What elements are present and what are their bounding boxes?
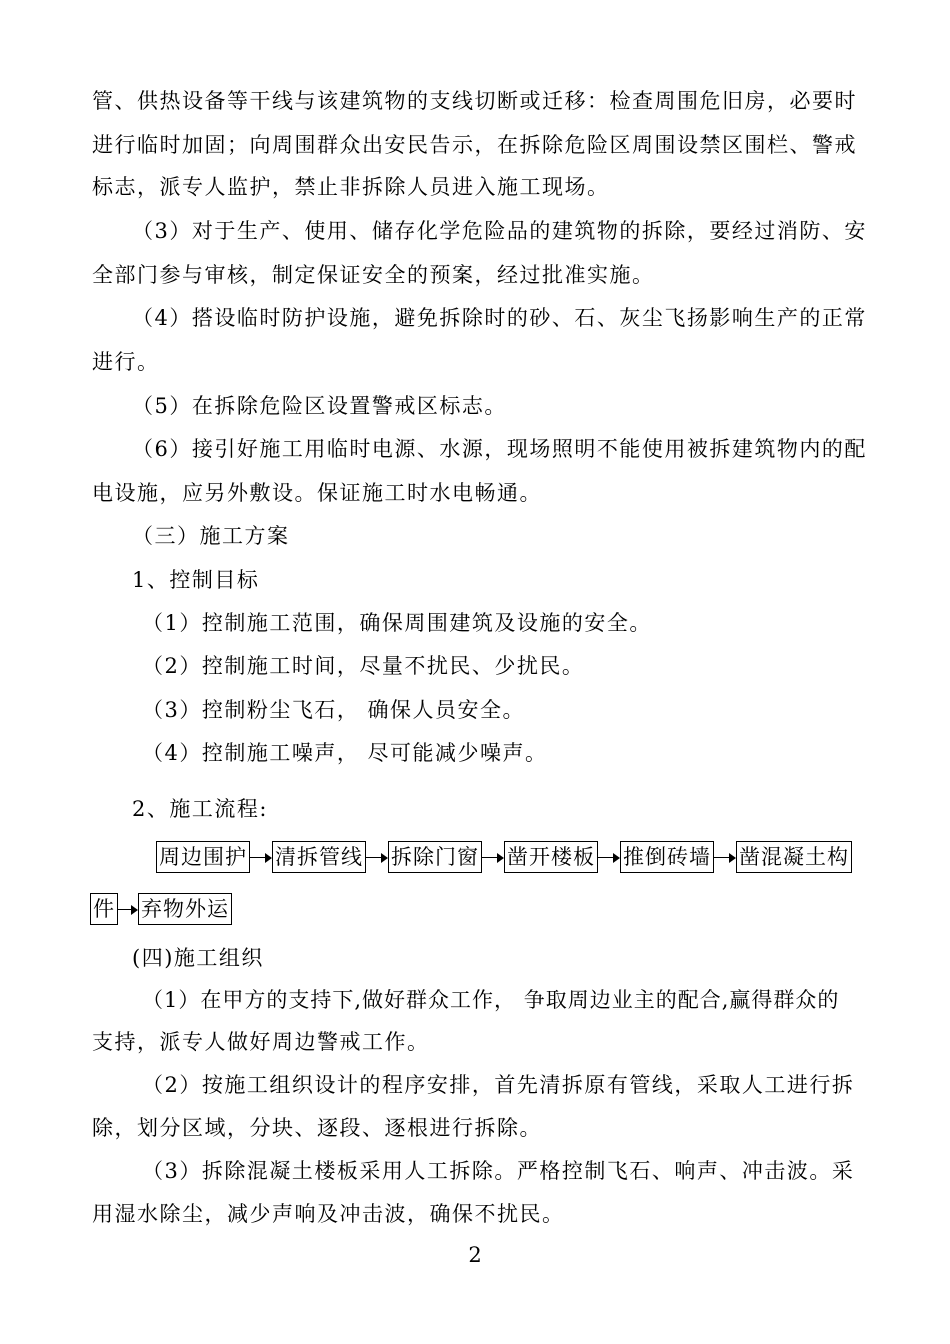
text-line: 电设施，应另外敷设。保证施工时水电畅通。	[92, 481, 542, 505]
text-line: 进行临时加固；向周围群众出安民告示，在拆除危险区周围设禁区围栏、警戒	[92, 133, 857, 157]
flow-step: 弃物外运	[138, 893, 232, 925]
text-line: 管、供热设备等干线与该建筑物的支线切断或迁移：检查周围危旧房，必要时	[92, 89, 857, 113]
text-line: （3）对于生产、使用、储存化学危险品的建筑物的拆除，要经过消防、安	[132, 219, 867, 243]
text-line: 除，划分区域，分块、逐段、逐根进行拆除。	[92, 1116, 542, 1140]
text-line: （6）接引好施工用临时电源、水源，现场照明不能使用被拆建筑物内的配	[132, 437, 867, 461]
text-line: 全部门参与审核，制定保证安全的预案，经过批准实施。	[92, 263, 655, 287]
flow-step: 清拆管线	[272, 841, 366, 873]
text-line: （2）按施工组织设计的程序安排，首先清拆原有管线，采取人工进行拆	[142, 1073, 855, 1097]
section-heading: (四)施工组织	[132, 946, 264, 970]
arrow-right-icon	[714, 843, 736, 871]
flow-row	[90, 892, 232, 926]
flow-step: 凿开楼板	[504, 841, 598, 873]
text-line: （3）拆除混凝土楼板采用人工拆除。严格控制飞石、响声、冲击波。采	[142, 1159, 855, 1183]
text-line: 用湿水除尘，减少声响及冲击波，确保不扰民。	[92, 1202, 565, 1226]
arrow-right-icon	[366, 843, 388, 871]
text-line: （1）控制施工范围，确保周围建筑及设施的安全。	[142, 611, 652, 635]
text-line: （5）在拆除危险区设置警戒区标志。	[132, 394, 507, 418]
arrow-right-icon	[250, 843, 272, 871]
text-line: （2）控制施工时间，尽量不扰民、少扰民。	[142, 654, 585, 678]
arrow-right-icon	[118, 895, 138, 923]
flow-step: 周边围护	[156, 841, 250, 873]
text-line: 进行。	[92, 350, 160, 374]
text-line: （1）在甲方的支持下,做好群众工作， 争取周边业主的配合,赢得群众的	[142, 988, 840, 1012]
text-line: （4）搭设临时防护设施，避免拆除时的砂、石、灰尘飞扬影响生产的正常	[132, 306, 867, 330]
text-line: 支持，派专人做好周边警戒工作。	[92, 1030, 430, 1054]
flow-row	[156, 840, 852, 874]
flow-step: 拆除门窗	[388, 841, 482, 873]
page-number: 2	[468, 1243, 482, 1267]
flow-step: 凿混凝土构	[736, 841, 852, 873]
subsection-heading: 2、施工流程:	[132, 797, 268, 821]
subsection-heading: 1、控制目标	[132, 568, 260, 592]
arrow-right-icon	[482, 843, 504, 871]
flow-step: 推倒砖墙	[620, 841, 714, 873]
text-line: 标志，派专人监护，禁止非拆除人员进入施工现场。	[92, 175, 610, 199]
arrow-right-icon	[598, 843, 620, 871]
text-line: （3）控制粉尘飞石， 确保人员安全。	[142, 698, 526, 722]
text-line: （4）控制施工噪声， 尽可能减少噪声。	[142, 741, 548, 765]
flow-step: 件	[90, 893, 118, 925]
section-heading: （三）施工方案	[132, 524, 290, 548]
